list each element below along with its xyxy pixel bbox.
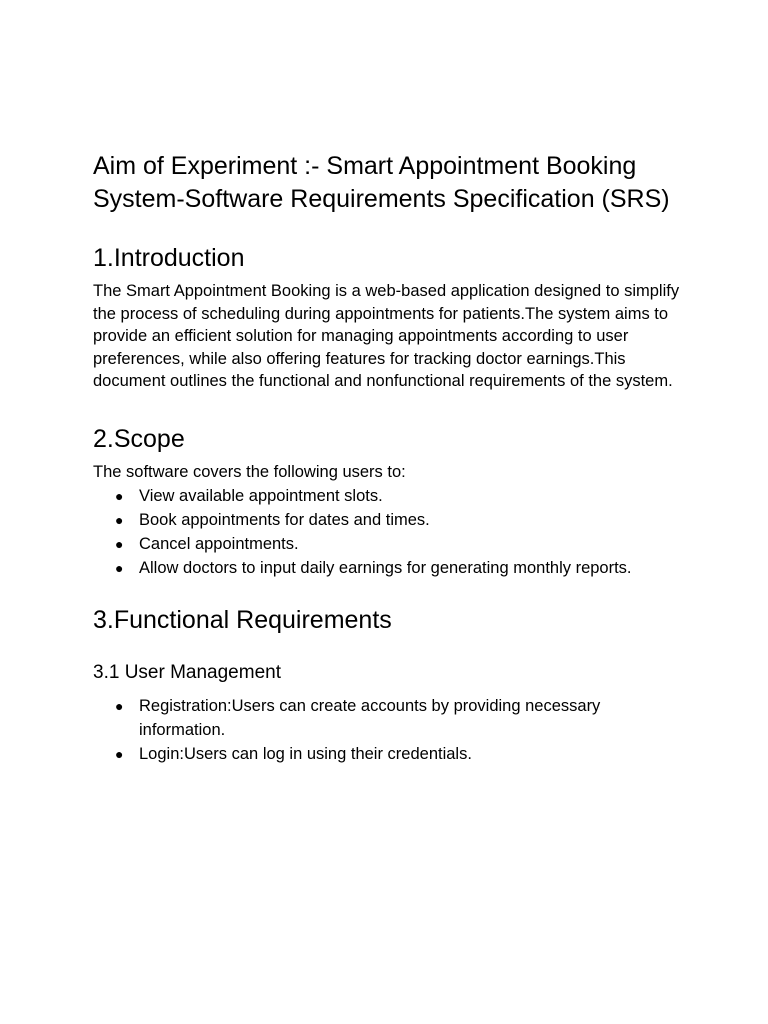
introduction-heading: 1.Introduction bbox=[93, 244, 245, 272]
scope-intro: The software covers the following users to: bbox=[93, 462, 406, 481]
list-item bbox=[93, 556, 683, 580]
user-management-list bbox=[93, 694, 683, 766]
list-item-text: Cancel appointments. bbox=[139, 534, 299, 553]
user-management-heading: 3.1 User Management bbox=[93, 661, 281, 683]
bullet-icon: ● bbox=[115, 697, 124, 714]
scope-list bbox=[93, 484, 683, 580]
list-item bbox=[93, 742, 683, 766]
bullet-icon: ● bbox=[115, 535, 124, 552]
list-item-text: Allow doctors to input daily earnings for generating monthly reports. bbox=[139, 558, 632, 577]
bullet-icon: ● bbox=[115, 559, 124, 576]
bullet-icon: ● bbox=[115, 745, 124, 762]
bullet-icon: ● bbox=[115, 511, 124, 528]
document-title: Aim of Experiment :- Smart Appointment Booking System-Software Requirements Specification (SRS) bbox=[93, 152, 670, 213]
list-item bbox=[93, 532, 683, 556]
list-item-text: View available appointment slots. bbox=[139, 486, 383, 505]
bullet-icon: ● bbox=[115, 487, 124, 504]
document-body bbox=[93, 150, 683, 766]
list-item bbox=[93, 508, 683, 532]
list-item-text: Book appointments for dates and times. bbox=[139, 510, 430, 529]
introduction-paragraph: The Smart Appointment Booking is a web-based application designed to simplify the process of scheduling during appointments for patients.The system aims to provide an efficient solution for managing appointments according to user preferences, while also offering features for tracking doctor earnings.This document outlines the functional and nonfunctional requirements of the system. bbox=[93, 282, 680, 391]
list-item bbox=[93, 694, 683, 742]
list-item-text: Login:Users can log in using their credentials. bbox=[139, 744, 472, 763]
list-item-text: Registration:Users can create accounts by providing necessary information. bbox=[139, 696, 601, 739]
list-item bbox=[93, 484, 683, 508]
scope-heading: 2.Scope bbox=[93, 424, 185, 453]
functional-requirements-heading: 3.Functional Requirements bbox=[93, 605, 392, 634]
